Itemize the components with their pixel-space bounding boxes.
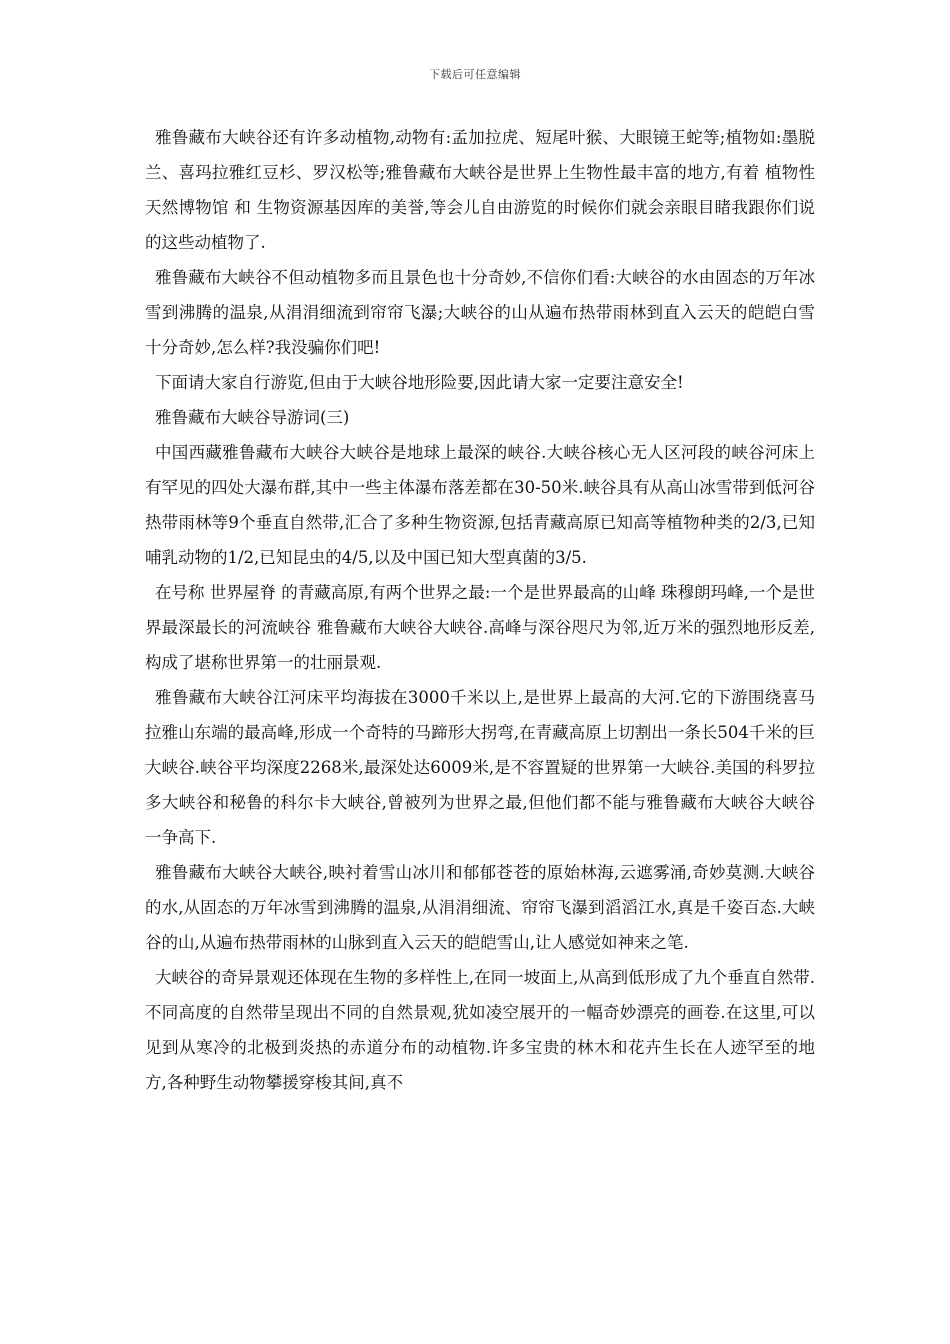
paragraph-landscape: 雅鲁藏布大峡谷大峡谷,映衬着雪山冰川和郁郁苍苍的原始林海,云遮雾涌,奇妙莫测.大峡谷的水,从固态的万年冰雪到沸腾的温泉,从涓涓细流、帘帘飞瀑到滔滔江水,真是千姿百态.大峡谷的山,从遍布热带雨林的山脉到直入云天的皑皑雪山,让人感觉如神来之笔.: [145, 863, 815, 952]
document-body: [145, 120, 815, 1100]
paragraph-wildlife: 雅鲁藏布大峡谷还有许多动植物,动物有:孟加拉虎、短尾叶猴、大眼镜王蛇等;植物如:墨脱兰、喜玛拉雅红豆杉、罗汉松等;雅鲁藏布大峡谷是世界上生物性最丰富的地方,有着 植物性天然博物馆 和 生物资源基因库的美誉,等会儿自由游览的时候你们就会亲眼目睹我跟你们说的这些动植物了.: [145, 128, 815, 252]
paragraph-biodiversity: 大峡谷的奇异景观还体现在生物的多样性上,在同一坡面上,从高到低形成了九个垂直自然带.不同高度的自然带呈现出不同的自然景观,犹如凌空展开的一幅奇妙漂亮的画卷.在这里,可以见到从寒冷的北极到炎热的赤道分布的动植物.许多宝贵的林木和花卉生长在人迹罕至的地方,各种野生动物攀援穿梭其间,真不: [145, 968, 815, 1092]
paragraph-deepest-canyon: 中国西藏雅鲁藏布大峡谷大峡谷是地球上最深的峡谷.大峡谷核心无人区河段的峡谷河床上有罕见的四处大瀑布群,其中一些主体瀑布落差都在30-50米.峡谷具有从高山冰雪带到低河谷热带雨林等9个垂直自然带,汇合了多种生物资源,包括青藏高原已知高等植物种类的2/3,已知哺乳动物的1/2,已知昆虫的4/5,以及中国已知大型真菌的3/5.: [145, 443, 815, 567]
page-header: 下载后可任意编辑: [429, 68, 521, 81]
paragraph-river-statistics: 雅鲁藏布大峡谷江河床平均海拔在3000千米以上,是世界上最高的大河.它的下游围绕喜马拉雅山东端的最高峰,形成一个奇特的马蹄形大拐弯,在青藏高原上切割出一条长504千米的巨大峡谷.峡谷平均深度2268米,最深处达6009米,是不容置疑的世界第一大峡谷.美国的科罗拉多大峡谷和秘鲁的科尔卡大峡谷,曾被列为世界之最,但他们都不能与雅鲁藏布大峡谷大峡谷一争高下.: [145, 688, 815, 847]
paragraph-safety-notice: 下面请大家自行游览,但由于大峡谷地形险要,因此请大家一定要注意安全!: [155, 373, 684, 392]
paragraph-roof-of-world: 在号称 世界屋脊 的青藏高原,有两个世界之最:一个是世界最高的山峰 珠穆朗玛峰,一个是世界最深最长的河流峡谷 雅鲁藏布大峡谷大峡谷.高峰与深谷咫尺为邻,近万米的强烈地形反差,构成了堪称世界第一的壮丽景观.: [145, 583, 815, 672]
section-title: 雅鲁藏布大峡谷导游词(三): [155, 408, 350, 427]
paragraph-scenery: 雅鲁藏布大峡谷不但动植物多而且景色也十分奇妙,不信你们看:大峡谷的水由固态的万年冰雪到沸腾的温泉,从涓涓细流到帘帘飞瀑;大峡谷的山从遍布热带雨林到直入云天的皑皑白雪十分奇妙,怎么样?我没骗你们吧!: [145, 268, 815, 357]
